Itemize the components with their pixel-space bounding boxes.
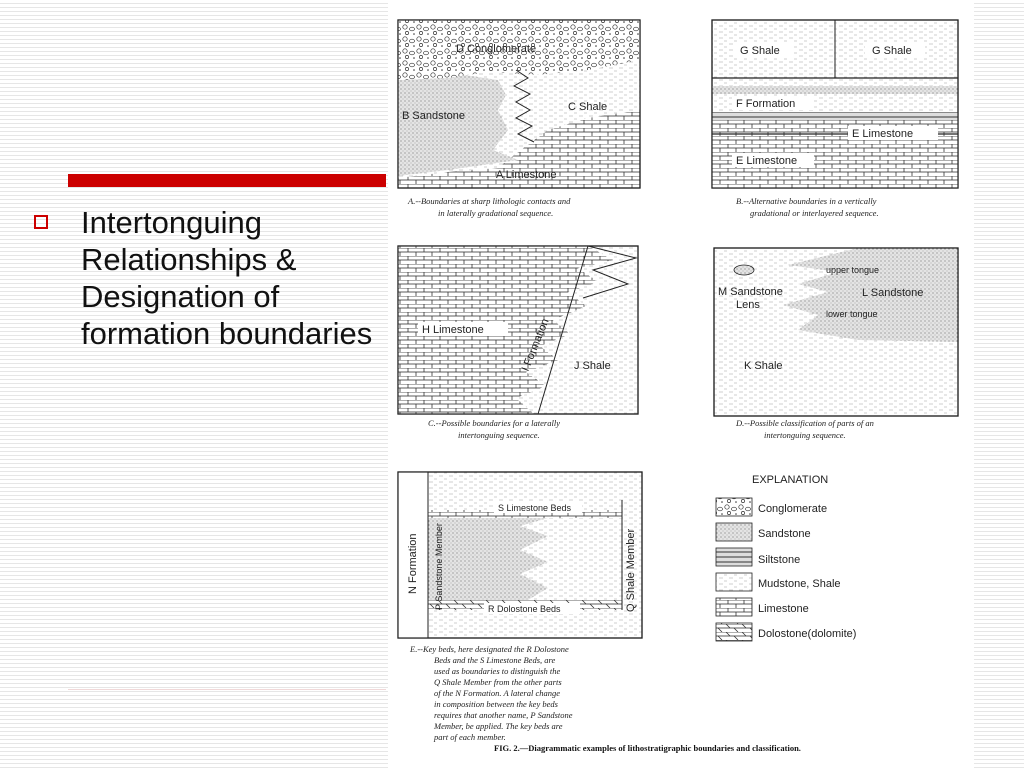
panel-e-caption-8: Member, be applied. The key beds are [434,721,563,731]
label-g-shale-left: G Shale [740,45,780,57]
panel-e-caption-1: E.--Key beds, here designated the R Dolostone [410,644,569,654]
panel-b-silt-band-2 [712,112,958,120]
label-b-sandstone: B Sandstone [402,110,465,122]
panel-a-caption-1: A.--Boundaries at sharp lithologic contacts and [408,196,571,206]
label-s-beds: S Limestone Beds [498,503,572,513]
panel-e-caption-7: requires that another name, P Sandstone [434,710,573,720]
legend-swatch-siltstone [716,548,752,566]
label-f-formation: F Formation [736,98,796,110]
legend-swatch-shale [716,573,752,591]
label-q-member: Q Shale Member [625,528,637,612]
label-l-sandstone: L Sandstone [862,287,924,299]
panel-c [398,246,638,440]
panel-b-caption-2: gradational or interlayered sequence. [750,208,879,218]
legend [716,474,856,641]
label-j-shale: J Shale [574,360,611,372]
legend-item-conglomerate: Conglomerate [758,503,828,515]
panel-e-caption-4: Q Shale Member from the other parts [434,677,562,687]
legend-item-sandstone: Sandstone [758,528,811,540]
label-lens: Lens [736,299,760,311]
figure-caption: FIG. 2.—Diagrammatic examples of lithostratigraphic boundaries and classification. [494,743,801,753]
panel-e-caption-3: used as boundaries to distinguish the [434,666,561,676]
legend-swatch-conglomerate [716,498,752,516]
label-p-member: P Sandstone Member [434,523,444,610]
label-d-conglomerate: D Conglomerate [456,43,537,55]
panel-c-caption-1: C.--Possible boundaries for a laterally [428,418,560,428]
panel-a [398,20,640,218]
title-accent-bar [68,174,386,187]
label-n-formation: N Formation [407,533,419,594]
legend-item-siltstone: Siltstone [758,554,801,566]
panel-e-caption-6: in composition between the key beds [434,699,558,709]
label-e-limestone-left: E Limestone [736,155,798,167]
panel-e-sandstone [428,518,548,600]
panel-e [398,472,642,742]
panel-e-caption-5: of the N Formation. A lateral change [434,688,560,698]
stratigraphy-figure [388,0,974,768]
bullet-square-icon [34,215,48,229]
legend-swatch-dolostone [716,623,752,641]
panel-d [714,248,958,440]
legend-title: EXPLANATION [752,474,829,486]
label-i-formation: I Formation [519,317,552,374]
legend-item-shale: Mudstone, Shale [758,578,841,590]
label-m-sandstone: M Sandstone [718,286,783,298]
panel-a-sandstone [398,74,518,176]
label-c-shale: C Shale [568,101,608,113]
label-g-shale-right: G Shale [872,45,912,57]
label-lower-tongue: lower tongue [826,309,878,319]
legend-item-limestone: Limestone [758,603,809,615]
footer-divider [68,689,386,690]
legend-swatch-limestone [716,598,752,616]
panel-b-caption-1: B.--Alternative boundaries in a vertically [736,196,877,206]
panel-d-lens [734,265,754,275]
legend-item-dolostone: Dolostone(dolomite) [758,628,857,640]
panel-a-caption-2: in laterally gradational sequence. [438,208,554,218]
panel-e-caption-2: Beds and the S Limestone Beds, are [434,655,556,665]
label-k-shale: K Shale [744,360,783,372]
legend-swatch-sandstone [716,523,752,541]
panel-b [712,20,958,218]
label-a-limestone: A Limestone [496,169,557,181]
bullet-text: Intertonguing Relationships & Designation of formation boundaries [81,205,373,351]
label-e-limestone-right: E Limestone [852,128,914,140]
panel-b-silt-band-1 [712,86,958,94]
label-r-beds: R Dolostone Beds [488,604,561,614]
panel-c-caption-2: intertonguing sequence. [458,430,540,440]
label-upper-tongue: upper tongue [826,265,880,275]
panel-e-caption-9: part of each member. [434,732,506,742]
panel-d-caption-1: D.--Possible classification of parts of an [736,418,874,428]
label-h-limestone: H Limestone [422,324,484,336]
panel-d-caption-2: intertonguing sequence. [764,430,846,440]
